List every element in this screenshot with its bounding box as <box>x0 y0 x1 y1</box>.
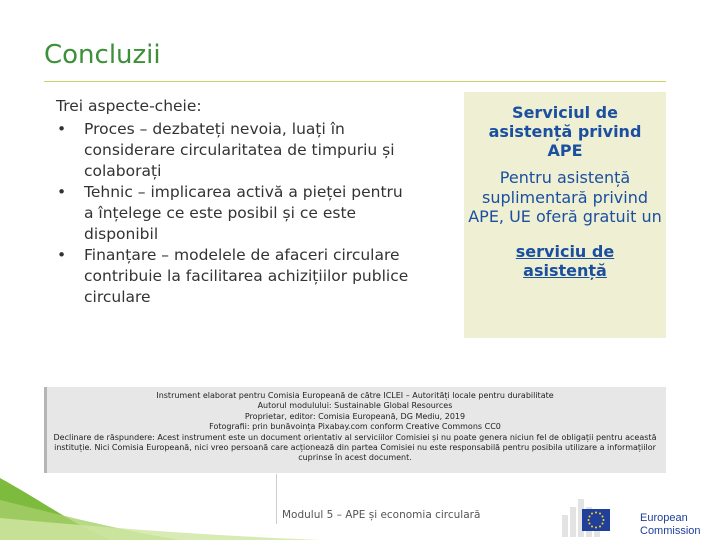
list-item: • Proces – dezbateți nevoia, luați în considerare circularitatea de timpuriu și colaborați <box>57 120 395 180</box>
disclaimer-line: Autorul modulului: Sustainable Global Resources <box>257 401 453 411</box>
callout-text: Pentru asistență suplimentară privind APE, UE oferă gratuit un <box>468 168 662 226</box>
logo-text-line1: European <box>640 512 688 524</box>
logo-text-line2: Commission <box>640 525 701 537</box>
bullet-icon: • <box>57 120 67 138</box>
key-aspects-intro: Trei aspecte-cheie: <box>56 97 202 115</box>
disclaimer-line: Instrument elaborat pentru Comisia Europeană de către ICLEI – Autorități locale pentru durabilitate <box>156 391 554 400</box>
list-item: • Finanțare – modelele de afaceri circulare contribuie la facilitarea achizițiilor publice circulare <box>57 246 409 306</box>
callout-heading: Serviciul de asistență privind APE <box>488 103 642 160</box>
disclaimer-line: Fotografii: prin bunăvoința Pixabay.com conform Creative Commons CC0 <box>209 422 501 432</box>
title-divider <box>44 81 666 82</box>
bullet-icon: • <box>57 183 67 201</box>
disclaimer-accent-bar <box>44 387 47 473</box>
slide-title: Concluzii <box>44 40 161 70</box>
european-commission-logo <box>560 495 710 539</box>
list-item: • Tehnic – implicarea activă a pieței pentru a înțelege ce este posibil și ce este disponibil <box>57 183 403 243</box>
helpdesk-link[interactable]: serviciu de asistență <box>515 241 615 280</box>
green-swoosh-decoration <box>0 470 330 540</box>
helpdesk-callout <box>464 92 666 338</box>
disclaimer-line: Declinare de răspundere: Acest instrument este un document orientativ al serviciilor Comisiei și nu poate genera niciun fel de obligații pentru această instituție. Nici Comisia Europeană, nici vreo persoană care acționează din partea Comisiei nu este responsabilă pentru posibila utilizare a informațiilor cuprinse în acest document. <box>53 432 657 463</box>
footer-divider <box>276 474 277 524</box>
key-aspects <box>56 96 416 308</box>
bullet-icon: • <box>57 246 67 264</box>
module-footer: Modulul 5 – APE și economia circulară <box>282 509 481 521</box>
disclaimer-line: Proprietar, editor: Comisia Europeană, DG Mediu, 2019 <box>244 411 466 421</box>
disclaimer-box <box>44 387 666 473</box>
key-aspects-list <box>56 119 416 308</box>
